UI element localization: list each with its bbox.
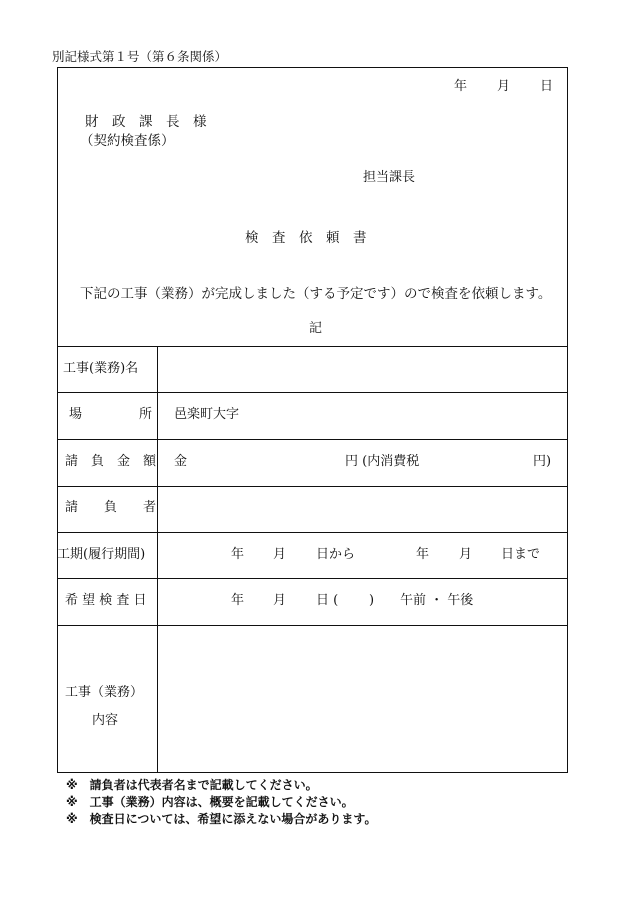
label-location-b: 所	[139, 407, 153, 422]
table-line	[57, 532, 568, 533]
addressee-name: 財 政 課 長 様	[85, 114, 207, 130]
table-line	[57, 578, 568, 579]
ki-mark: 記	[309, 321, 323, 336]
table-line	[57, 346, 568, 347]
note-item: ※ 請負者は代表者名まで記載してください。	[66, 778, 318, 792]
table-divider	[157, 346, 158, 773]
desired-month: 月	[273, 593, 287, 608]
note-item: ※ 工事（業務）内容は、概要を記載してください。	[66, 795, 354, 809]
table-line	[57, 392, 568, 393]
label-contract-amount: 請 負 金 額	[65, 454, 157, 469]
date-month: 月	[497, 79, 511, 94]
amount-yen-tax: 円 (内消費税	[345, 454, 420, 469]
desired-ampm[interactable]: 午前 ・ 午後	[400, 593, 474, 608]
desired-year: 年	[231, 593, 245, 608]
label-project-name: 工事(業務)名	[63, 361, 139, 376]
table-line	[57, 439, 568, 440]
desired-day: 日 (	[316, 593, 339, 608]
label-desired-date: 希 望 検 査 日	[65, 593, 147, 608]
period-month-1: 月	[273, 547, 287, 562]
form-frame	[57, 67, 568, 773]
intro-text: 下記の工事（業務）が完成しました（する予定です）ので検査を依頼します。	[80, 286, 552, 302]
addressee-sub: （契約検査係）	[80, 133, 175, 149]
amount-kin: 金	[174, 454, 188, 469]
form-number: 別記様式第１号（第６条関係）	[52, 49, 228, 64]
label-contractor: 請 負 者	[65, 500, 157, 515]
value-location[interactable]: 邑楽町大字	[174, 407, 240, 422]
page-title: 検 査 依 頼 書	[245, 230, 367, 246]
label-content-a: 工事（業務）	[65, 685, 144, 700]
date-year: 年	[454, 79, 468, 94]
period-month-2: 月	[459, 547, 473, 562]
period-day-1: 日から	[316, 547, 356, 562]
amount-yen-end: 円)	[533, 454, 552, 469]
table-line	[57, 486, 568, 487]
label-period: 工期(履行期間)	[57, 547, 146, 562]
desired-paren-close: )	[369, 593, 375, 608]
period-year-2: 年	[416, 547, 430, 562]
sender-title: 担当課長	[363, 170, 416, 185]
label-content-b: 内容	[92, 713, 119, 728]
period-day-2: 日まで	[501, 547, 541, 562]
period-year-1: 年	[231, 547, 245, 562]
date-day: 日	[540, 79, 554, 94]
table-line	[57, 625, 568, 626]
label-location-a: 場	[69, 407, 83, 422]
note-item: ※ 検査日については、希望に添えない場合があります。	[66, 812, 377, 826]
